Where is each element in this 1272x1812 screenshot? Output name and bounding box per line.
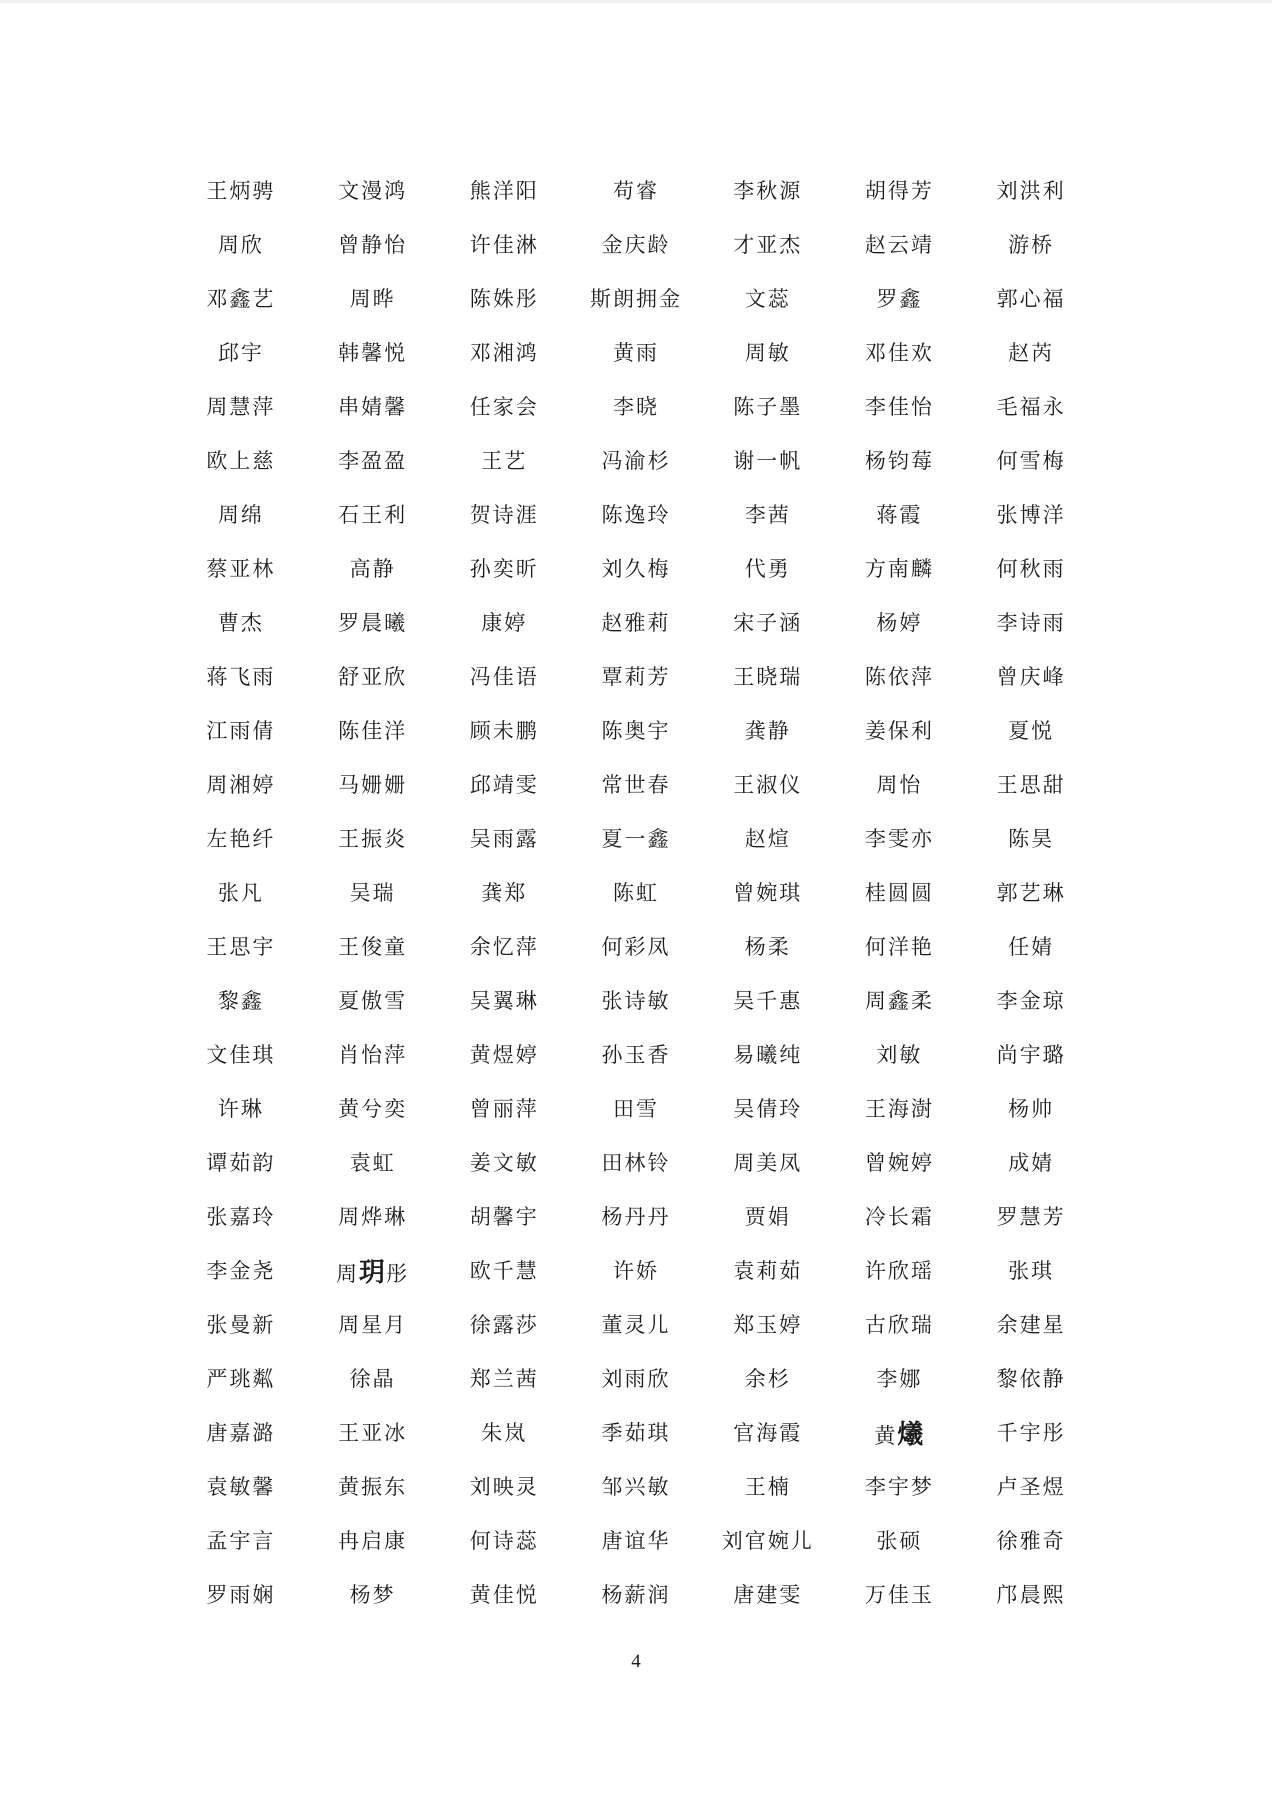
name-row [175,1135,1097,1189]
name-cell: 冷长霜 [864,1205,934,1229]
name-cell: 李诗雨 [996,611,1066,635]
name-row [175,649,1097,703]
name-cell: 贾娟 [744,1205,791,1229]
name-cell: 蒋霞 [876,503,923,527]
name-cell: 许娇 [612,1259,659,1283]
name-cell: 周欣 [217,233,264,257]
name-row [175,541,1097,595]
name-cell: 尚宇璐 [996,1043,1066,1067]
name-cell: 谢一帆 [733,449,803,473]
name-cell: 李佳怡 [864,395,934,419]
name-row [175,1513,1097,1567]
name-cell: 何诗蕊 [469,1529,539,1553]
name-cell: 龚郑 [481,881,528,905]
name-cell: 方南麟 [864,557,934,581]
name-cell: 陈依萍 [864,665,934,689]
name-cell: 刘敏 [876,1043,923,1067]
name-cell: 张诗敏 [601,989,671,1013]
name-cell: 吴瑞 [349,881,396,905]
name-cell: 郑玉婷 [733,1313,803,1337]
name-cell: 官海霞 [733,1421,803,1445]
name-row [175,1405,1097,1459]
name-cell: 赵雅莉 [601,611,671,635]
name-cell: 冯渝杉 [601,449,671,473]
name-cell: 陈虹 [612,881,659,905]
name-cell: 刘官婉儿 [721,1529,814,1553]
name-cell: 郭心福 [996,287,1066,311]
name-cell: 徐露莎 [469,1313,539,1337]
name-cell: 斯朗拥金 [589,287,682,311]
name-cell: 李茜 [744,503,791,527]
name-cell: 周星月 [338,1313,408,1337]
name-cell: 串婧馨 [338,395,408,419]
fallback-glyph: 玥 [359,1256,387,1287]
name-row [175,433,1097,487]
name-cell: 邓鑫艺 [206,287,276,311]
name-cell: 李娜 [876,1367,923,1391]
name-cell: 周敏 [744,341,791,365]
name-cell: 邱宇 [217,341,264,365]
name-row [175,271,1097,325]
name-cell: 周美凤 [733,1151,803,1175]
name-row [175,163,1097,217]
name-cell: 王淑仪 [733,773,803,797]
name-cell: 贺诗涯 [469,503,539,527]
name-cell: 文漫鸿 [338,179,408,203]
name-cell: 胡馨宇 [469,1205,539,1229]
name-cell: 吴倩玲 [733,1097,803,1121]
name-row [175,1297,1097,1351]
name-cell: 吴翼琳 [469,989,539,1013]
name-cell: 文蕊 [744,287,791,311]
name-cell: 舒亚欣 [338,665,408,689]
name-cell: 康婷 [481,611,528,635]
name-cell: 严珧粼 [206,1367,276,1391]
name-row [175,1567,1097,1621]
name-cell: 徐雅奇 [996,1529,1066,1553]
name-cell: 冯佳语 [469,665,539,689]
name-cell: 熊洋阳 [469,179,539,203]
name-cell: 王晓瑞 [733,665,803,689]
name-cell: 王炳骋 [206,179,276,203]
name-cell: 覃莉芳 [601,665,671,689]
name-cell: 肖怡萍 [338,1043,408,1067]
name-cell: 任婧 [1008,935,1055,959]
name-cell: 赵煊 [744,827,791,851]
name-cell: 王亚冰 [338,1421,408,1445]
name-cell: 杨婷 [876,611,923,635]
name-row [175,595,1097,649]
name-cell: 夏一鑫 [601,827,671,851]
name-cell: 才亚杰 [733,233,803,257]
name-cell: 刘映灵 [469,1475,539,1499]
name-cell: 李秋源 [733,179,803,203]
name-cell: 何雪梅 [996,449,1066,473]
name-cell: 黎鑫 [217,989,264,1013]
name-cell: 孙玉香 [601,1043,671,1067]
name-cell: 杨薪润 [601,1583,671,1607]
name-cell: 胡得芳 [864,179,934,203]
name-cell: 夏傲雪 [338,989,408,1013]
name-cell: 袁莉茹 [733,1259,803,1283]
name-cell: 张嘉玲 [206,1205,276,1229]
name-row [175,1459,1097,1513]
name-cell: 唐谊华 [601,1529,671,1553]
name-cell: 李晓 [612,395,659,419]
name-grid [175,163,1097,1621]
name-cell: 季茹琪 [601,1421,671,1445]
name-cell: 陈逸玲 [601,503,671,527]
name-row [175,973,1097,1027]
name-cell: 黄佳悦 [469,1583,539,1607]
name-cell: 蒋飞雨 [206,665,276,689]
name-cell: 孙奕昕 [469,557,539,581]
name-cell: 苟睿 [612,179,659,203]
page-number: 4 [631,1651,641,1672]
name-cell: 余忆萍 [469,935,539,959]
name-cell: 马姗姗 [338,773,408,797]
name-cell: 左艳纤 [206,827,276,851]
name-cell: 何洋艳 [864,935,934,959]
name-cell: 张曼新 [206,1313,276,1337]
name-cell: 陈子墨 [733,395,803,419]
name-cell: 李雯亦 [864,827,934,851]
name-cell: 邹兴敏 [601,1475,671,1499]
name-cell: 夏悦 [1008,719,1055,743]
name-cell: 许欣瑶 [864,1259,934,1283]
name-cell: 蔡亚林 [206,557,276,581]
name-cell: 李盈盈 [338,449,408,473]
name-cell: 刘洪利 [996,179,1066,203]
name-cell: 周湘婷 [206,773,276,797]
name-cell: 黄雨 [612,341,659,365]
name-cell: 赵云靖 [864,233,934,257]
name-cell: 谭茹韵 [206,1151,276,1175]
name-cell: 欧千慧 [469,1259,539,1283]
name-cell: 许琳 [217,1097,264,1121]
name-row [175,487,1097,541]
name-row [175,1243,1097,1297]
name-cell: 姜保利 [864,719,934,743]
name-cell: 周绵 [217,503,264,527]
name-cell: 金庆龄 [601,233,671,257]
name-cell: 任家会 [469,395,539,419]
name-cell: 王思宇 [206,935,276,959]
name-cell: 邱靖雯 [469,773,539,797]
name-cell: 张凡 [217,881,264,905]
name-cell: 代勇 [744,557,791,581]
name-cell: 罗晨曦 [338,611,408,635]
name-cell: 曾婉婷 [864,1151,934,1175]
name-cell: 李宇梦 [864,1475,934,1499]
name-cell: 欧上慈 [206,449,276,473]
name-row [175,811,1097,865]
name-cell: 陈昊 [1008,827,1055,851]
name-cell: 孟宇言 [206,1529,276,1553]
name-cell: 杨柔 [744,935,791,959]
name-cell: 石王利 [338,503,408,527]
name-cell: 朱岚 [481,1421,528,1445]
name-cell: 杨梦 [349,1583,396,1607]
name-cell: 周鑫柔 [864,989,934,1013]
name-cell: 余杉 [744,1367,791,1391]
name-cell: 郭艺琳 [996,881,1066,905]
name-cell: 古欣瑞 [864,1313,934,1337]
name-cell: 邓佳欢 [864,341,934,365]
name-cell: 文佳琪 [206,1043,276,1067]
name-cell: 曹杰 [217,611,264,635]
name-row [175,379,1097,433]
name-cell: 曾婉琪 [733,881,803,905]
name-cell: 龚静 [744,719,791,743]
name-cell: 周烨琳 [338,1205,408,1229]
name-cell: 罗鑫 [876,287,923,311]
name-cell: 何彩凤 [601,935,671,959]
name-cell: 杨丹丹 [601,1205,671,1229]
name-cell: 袁敏馨 [206,1475,276,1499]
name-cell: 李金尧 [206,1259,276,1283]
name-cell: 顾未鹏 [469,719,539,743]
name-row [175,865,1097,919]
name-cell: 曾静怡 [338,233,408,257]
name-row [175,757,1097,811]
name-row [175,919,1097,973]
name-cell: 韩馨悦 [338,341,408,365]
name-cell: 万佳玉 [864,1583,934,1607]
name-cell: 徐晶 [349,1367,396,1391]
name-cell: 王楠 [744,1475,791,1499]
name-row [175,703,1097,757]
name-cell: 许佳淋 [469,233,539,257]
name-cell: 田雪 [612,1097,659,1121]
name-cell: 曾丽萍 [469,1097,539,1121]
name-row [175,325,1097,379]
name-cell: 李金琼 [996,989,1066,1013]
name-cell: 周晔 [349,287,396,311]
name-cell: 唐嘉潞 [206,1421,276,1445]
name-row [175,217,1097,271]
name-cell: 赵芮 [1008,341,1055,365]
name-cell: 周玥彤 [336,1256,410,1287]
name-cell: 宋子涵 [733,611,803,635]
name-cell: 邝晨熙 [996,1583,1066,1607]
name-cell: 杨钧莓 [864,449,934,473]
name-cell: 黄爔 [874,1418,925,1449]
name-cell: 张琪 [1008,1259,1055,1283]
name-cell: 卢圣煜 [996,1475,1066,1499]
name-cell: 唐建雯 [733,1583,803,1607]
name-cell: 刘久梅 [601,557,671,581]
name-cell: 田林铃 [601,1151,671,1175]
name-cell: 千宇彤 [996,1421,1066,1445]
name-row [175,1027,1097,1081]
name-cell: 冉启康 [338,1529,408,1553]
name-cell: 张博洋 [996,503,1066,527]
name-cell: 王俊童 [338,935,408,959]
name-cell: 江雨倩 [206,719,276,743]
name-cell: 吴千惠 [733,989,803,1013]
fallback-glyph: 爔 [897,1418,925,1449]
name-cell: 黎依静 [996,1367,1066,1391]
name-cell: 桂圆圆 [864,881,934,905]
name-cell: 周慧萍 [206,395,276,419]
name-row [175,1351,1097,1405]
name-cell: 周怡 [876,773,923,797]
name-cell: 吴雨露 [469,827,539,851]
name-cell: 杨帅 [1008,1097,1055,1121]
name-cell: 毛福永 [996,395,1066,419]
name-cell: 董灵儿 [601,1313,671,1337]
name-cell: 罗慧芳 [996,1205,1066,1229]
name-row [175,1081,1097,1135]
name-cell: 罗雨娴 [206,1583,276,1607]
name-cell: 王思甜 [996,773,1066,797]
name-cell: 何秋雨 [996,557,1066,581]
name-cell: 陈奥宇 [601,719,671,743]
name-cell: 常世春 [601,773,671,797]
name-cell: 陈佳洋 [338,719,408,743]
name-cell: 余建星 [996,1313,1066,1337]
name-cell: 张硕 [876,1529,923,1553]
name-cell: 曾庆峰 [996,665,1066,689]
name-cell: 王振炎 [338,827,408,851]
name-row [175,1189,1097,1243]
name-cell: 黄振东 [338,1475,408,1499]
name-cell: 王海澍 [864,1097,934,1121]
name-cell: 黄煜婷 [469,1043,539,1067]
name-cell: 易曦纯 [733,1043,803,1067]
name-cell: 王艺 [481,449,528,473]
name-cell: 姜文敏 [469,1151,539,1175]
name-cell: 郑兰茜 [469,1367,539,1391]
name-cell: 游桥 [1008,233,1055,257]
name-cell: 高静 [349,557,396,581]
name-cell: 刘雨欣 [601,1367,671,1391]
name-cell: 成婧 [1008,1151,1055,1175]
name-cell: 陈姝彤 [469,287,539,311]
name-cell: 邓湘鸿 [469,341,539,365]
name-cell: 黄兮奕 [338,1097,408,1121]
name-cell: 袁虹 [349,1151,396,1175]
